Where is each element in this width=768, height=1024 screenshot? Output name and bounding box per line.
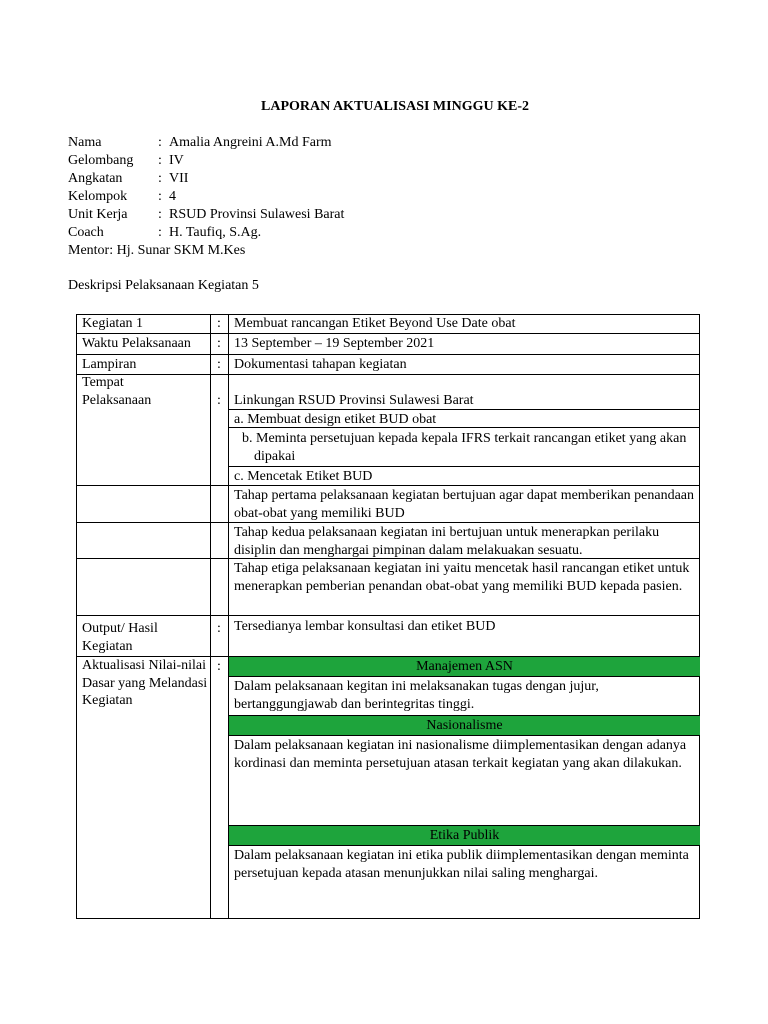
identity-row-nama <box>68 134 344 152</box>
identity-row-gelombang <box>68 152 344 170</box>
identity-value: Amalia Angreini A.Md Farm <box>169 135 332 150</box>
identity-label: Unit Kerja <box>68 207 128 222</box>
table-border-bottom <box>76 918 700 919</box>
identity-colon: : <box>158 225 162 240</box>
identity-colon: : <box>158 207 162 222</box>
value-header-nasionalisme: Nasionalisme <box>229 716 700 735</box>
identity-value: IV <box>169 153 184 168</box>
row-divider <box>228 466 700 467</box>
identity-mentor: Mentor: Hj. Sunar SKM M.Kes <box>68 243 246 258</box>
kegiatan-value: Membuat rancangan Etiket Beyond Use Date obat <box>234 316 516 331</box>
value-divider <box>228 735 700 736</box>
description-heading: Deskripsi Pelaksanaan Kegiatan 5 <box>68 278 259 293</box>
identity-colon: : <box>158 135 162 150</box>
identity-label: Nama <box>68 135 102 150</box>
output-value: Tersedianya lembar konsultasi dan etiket BUD <box>234 619 496 634</box>
tempat-label-line: Pelaksanaan <box>82 392 152 408</box>
colon: : <box>217 316 221 331</box>
value-text: Dalam pelaksanaan kegiatan ini nasionalisme diimplementasikan dengan adanya kordinasi dan meminta persetujuan atasan terkait kegiatan yang akan dilakukan. <box>234 738 687 771</box>
identity-row-unit-kerja <box>68 206 344 224</box>
identity-label: Gelombang <box>68 153 134 168</box>
lampiran-label: Lampiran <box>82 357 137 372</box>
report-title: LAPORAN AKTUALISASI MINGGU KE-2 <box>261 99 529 114</box>
identity-value: 4 <box>169 189 176 204</box>
waktu-value: 13 September – 19 September 2021 <box>234 336 435 351</box>
step-item: b. Meminta persetujuan kepada kepala IFRS terkait rancangan etiket yang akan dipakai <box>242 431 687 464</box>
identity-colon: : <box>158 171 162 186</box>
row-divider <box>76 333 700 334</box>
colon: : <box>217 621 221 636</box>
value-divider <box>228 676 700 677</box>
table-column-divider <box>210 314 211 919</box>
identity-value: VII <box>169 171 189 186</box>
activity-table <box>76 314 700 919</box>
identity-row-angkatan <box>68 170 344 188</box>
tempat-label <box>82 374 210 409</box>
purpose-item: Tahap etiga pelaksanaan kegiatan ini yaitu mencetak hasil rancangan etiket untuk menerapkan pemberian penandan obat-obat yang memiliki BUD kepada pasien. <box>234 561 690 594</box>
purpose-item: Tahap kedua pelaksanaan kegiatan ini bertujuan untuk menerapkan perilaku disiplin dan menghargai pimpinan dalam melakuakan sesuatu. <box>234 525 660 558</box>
colon: : <box>217 393 221 408</box>
identity-row-coach <box>68 224 344 242</box>
value-text: Dalam pelaksanaan kegiatan ini etika publik diimplementasikan dengan meminta persetujuan kepada atasan menunjukkan nilai saling menghargai. <box>234 848 689 881</box>
identity-block <box>68 134 344 260</box>
identity-value: H. Taufiq, S.Ag. <box>169 225 262 240</box>
kegiatan-label: Kegiatan 1 <box>82 316 144 331</box>
colon: : <box>217 336 221 351</box>
row-divider <box>76 522 700 523</box>
tempat-label-line: Tempat <box>82 375 124 390</box>
waktu-label: Waktu Pelaksanaan <box>82 336 191 351</box>
identity-colon: : <box>158 189 162 204</box>
table-border-left <box>76 314 77 919</box>
tempat-value: Linkungan RSUD Provinsi Sulawesi Barat <box>234 393 474 408</box>
purpose-item: Tahap pertama pelaksanaan kegiatan bertujuan agar dapat memberikan penandaan obat-obat yang memiliki BUD <box>234 488 695 521</box>
row-divider <box>76 354 700 355</box>
identity-label: Angkatan <box>68 171 123 186</box>
step-item: a. Membuat design etiket BUD obat <box>234 412 437 427</box>
identity-colon: : <box>158 153 162 168</box>
value-divider <box>228 845 700 846</box>
value-text: Dalam pelaksanaan kegitan ini melaksanakan tugas dengan jujur, bertanggungjawab dan berintegritas tinggi. <box>234 679 599 712</box>
value-header-manajemen-asn: Manajemen ASN <box>229 657 700 676</box>
colon: : <box>217 357 221 372</box>
colon: : <box>217 659 221 674</box>
identity-label: Kelompok <box>68 189 128 204</box>
identity-value: RSUD Provinsi Sulawesi Barat <box>169 207 345 222</box>
value-header-etika-publik: Etika Publik <box>229 826 700 845</box>
output-label: Output/ Hasil Kegiatan <box>82 621 158 654</box>
lampiran-value: Dokumentasi tahapan kegiatan <box>234 357 407 372</box>
identity-row-kelompok <box>68 188 344 206</box>
aktualisasi-label: Aktualisasi Nilai-nilai Dasar yang Melandasi Kegiatan <box>82 658 208 708</box>
row-divider <box>76 615 700 616</box>
step-item: c. Mencetak Etiket BUD <box>234 469 373 484</box>
identity-label: Coach <box>68 225 104 240</box>
